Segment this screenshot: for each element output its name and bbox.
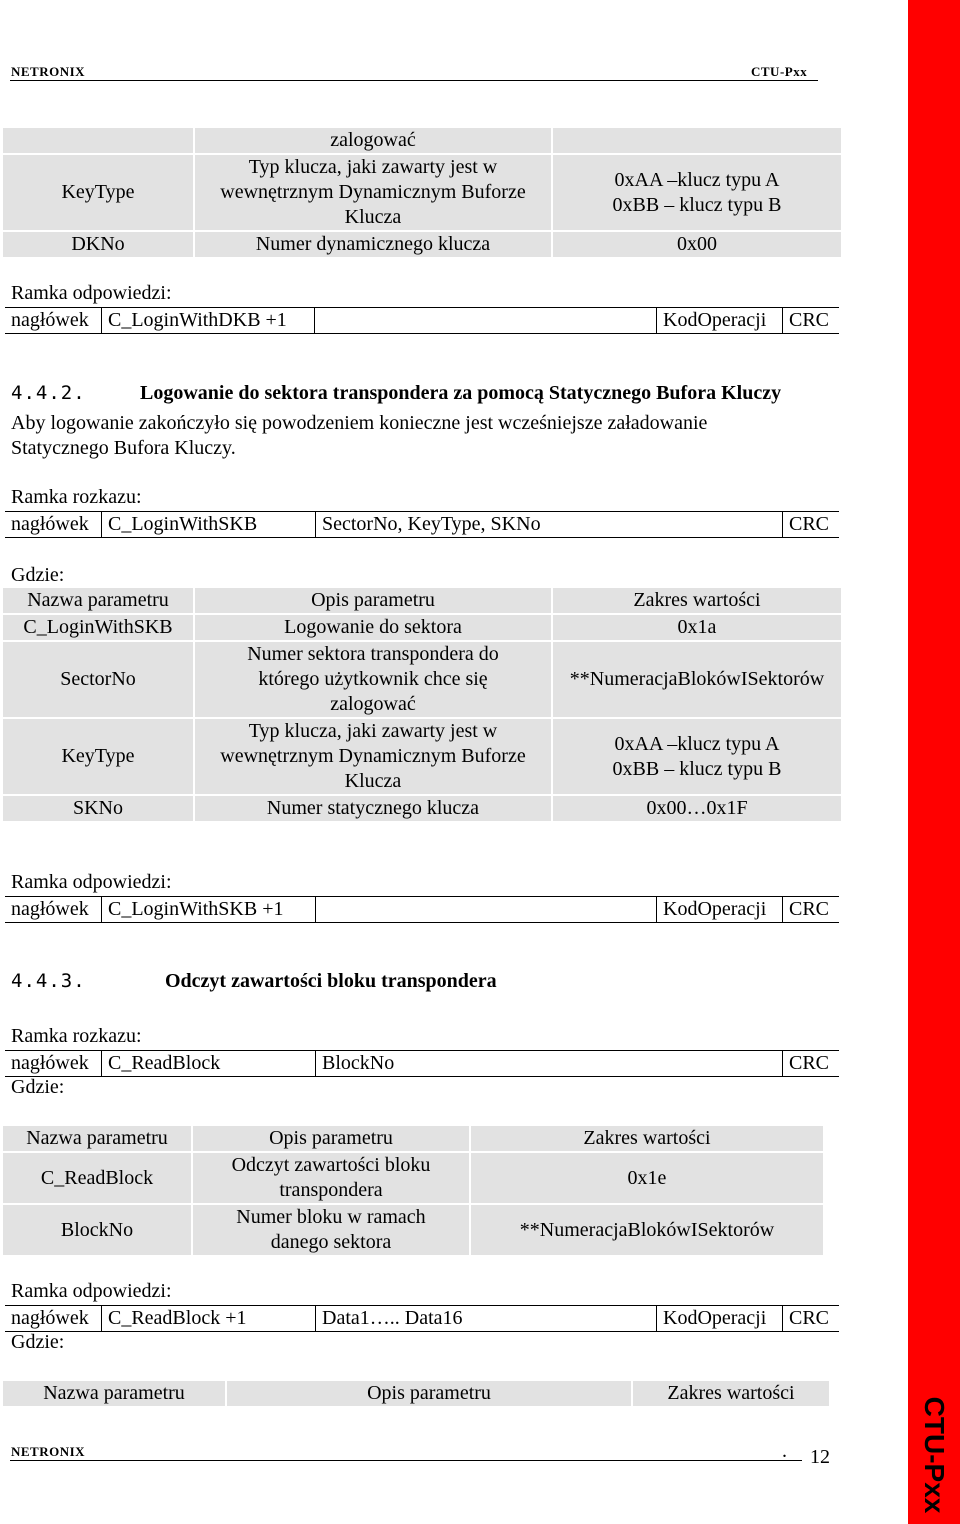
- table-cell: 0xAA –klucz typu A 0xBB – klucz typu B: [553, 719, 841, 794]
- table-cell: BlockNo: [3, 1205, 191, 1255]
- table-cell: **NumeracjaBlokówISektorów: [553, 642, 841, 717]
- table-cell: KeyType: [3, 155, 193, 230]
- column-header: Opis parametru: [193, 1126, 469, 1151]
- table-row: [3, 796, 841, 821]
- table-cell: Numer dynamicznego klucza: [195, 232, 551, 257]
- section-heading-443: [11, 970, 497, 993]
- table-cell: [553, 128, 841, 153]
- paragraph-line: Aby logowanie zakończyło się powodzeniem konieczne jest wcześniejsze załadowanie: [11, 412, 708, 434]
- table-cell: Odczyt zawartości bloku transpondera: [193, 1153, 469, 1203]
- frame-cell: CRC: [782, 308, 839, 333]
- table-cell: KeyType: [3, 719, 193, 794]
- response-frame: [5, 1305, 839, 1332]
- command-frame-label: Ramka rozkazu:: [11, 1025, 142, 1047]
- command-frame-label: Ramka rozkazu:: [11, 486, 142, 508]
- header-company: NETRONIX: [11, 64, 86, 79]
- section-title: Logowanie do sektora transpondera za pomocą Statycznego Bufora Kluczy: [140, 382, 782, 404]
- table-row: [3, 232, 841, 257]
- table-header-row: [3, 588, 841, 613]
- frame-cell: nagłówek: [11, 513, 89, 535]
- frame-cell: SectorNo, KeyType, SKNo: [315, 512, 782, 537]
- params-table: [1, 1124, 825, 1257]
- frame-cell: nagłówek: [11, 1052, 89, 1074]
- response-frame: [5, 307, 839, 334]
- footer-rule: [10, 1460, 802, 1461]
- table-cell: Typ klucza, jaki zawarty jest w wewnętrznym Dynamicznym Buforze Klucza: [195, 155, 551, 230]
- table-cell: 0xAA –klucz typu A 0xBB – klucz typu B: [553, 155, 841, 230]
- column-header: Nazwa parametru: [3, 588, 193, 613]
- table-cell: DKNo: [3, 232, 193, 257]
- table-row: [3, 719, 841, 794]
- frame-cell: Data1….. Data16: [315, 1306, 656, 1331]
- table-header-row: [3, 1126, 823, 1151]
- table-cell: Logowanie do sektora: [195, 615, 551, 640]
- response-frame-label: Ramka odpowiedzi:: [11, 871, 172, 893]
- footer-company: NETRONIX: [11, 1444, 86, 1459]
- table-cell: 0x1e: [471, 1153, 823, 1203]
- frame-cell: [314, 308, 656, 333]
- header-product: CTU-Pxx: [751, 64, 808, 79]
- paragraph-line: Statycznego Bufora Kluczy.: [11, 437, 236, 459]
- response-frame-label: Ramka odpowiedzi:: [11, 282, 172, 304]
- table-cell: SKNo: [3, 796, 193, 821]
- section-number: 4.4.3.: [11, 970, 86, 992]
- where-label: Gdzie:: [11, 564, 65, 586]
- where-label: Gdzie:: [11, 1331, 65, 1353]
- table-row: [3, 1205, 823, 1255]
- section-number: 4.4.2.: [11, 382, 86, 404]
- response-frame-label: Ramka odpowiedzi:: [11, 1280, 172, 1302]
- frame-cell: nagłówek: [11, 1307, 89, 1329]
- page-number: 12: [810, 1446, 830, 1468]
- frame-cell: CRC: [782, 1306, 839, 1331]
- header-rule: [10, 80, 818, 81]
- table-row: [3, 128, 841, 153]
- column-header: Zakres wartości: [471, 1126, 823, 1151]
- side-brand-bar: [908, 0, 960, 1524]
- table-cell: C_ReadBlock: [3, 1153, 191, 1203]
- table-cell: zalogować: [195, 128, 551, 153]
- params-table-continued: [1, 126, 843, 259]
- table-cell: Numer statycznego klucza: [195, 796, 551, 821]
- command-frame: [5, 1050, 839, 1077]
- table-row: [3, 615, 841, 640]
- frame-cell: KodOperacji: [656, 308, 782, 333]
- table-row: [3, 642, 841, 717]
- frame-cell: [315, 897, 656, 922]
- table-cell: SectorNo: [3, 642, 193, 717]
- table-header-row: [3, 1381, 829, 1406]
- params-table: [1, 1379, 831, 1408]
- params-table: [1, 586, 843, 823]
- column-header: Nazwa parametru: [3, 1126, 191, 1151]
- table-row: [3, 155, 841, 230]
- column-header: Zakres wartości: [553, 588, 841, 613]
- frame-cell: C_ReadBlock +1: [101, 1306, 315, 1331]
- where-label: Gdzie:: [11, 1076, 65, 1098]
- column-header: Nazwa parametru: [3, 1381, 225, 1406]
- section-title: Odczyt zawartości bloku transpondera: [165, 970, 497, 992]
- command-frame: [5, 511, 839, 538]
- table-cell: 0x1a: [553, 615, 841, 640]
- frame-cell: nagłówek: [11, 898, 89, 920]
- side-brand-text: CTU-Pxx: [919, 1396, 950, 1514]
- table-cell: Numer bloku w ramach danego sektora: [193, 1205, 469, 1255]
- frame-cell: C_LoginWithSKB: [101, 512, 315, 537]
- section-heading-442: [11, 382, 782, 405]
- column-header: Opis parametru: [195, 588, 551, 613]
- frame-cell: KodOperacji: [656, 1306, 782, 1331]
- column-header: Zakres wartości: [633, 1381, 829, 1406]
- frame-cell: C_LoginWithDKB +1: [101, 308, 314, 333]
- table-cell: C_LoginWithSKB: [3, 615, 193, 640]
- response-frame: [5, 896, 839, 923]
- column-header: Opis parametru: [227, 1381, 631, 1406]
- frame-cell: C_LoginWithSKB +1: [101, 897, 315, 922]
- table-cell: 0x00…0x1F: [553, 796, 841, 821]
- frame-cell: BlockNo: [315, 1051, 782, 1076]
- table-cell: 0x00: [553, 232, 841, 257]
- table-cell: **NumeracjaBlokówISektorów: [471, 1205, 823, 1255]
- table-cell: Typ klucza, jaki zawarty jest w wewnętrznym Dynamicznym Buforze Klucza: [195, 719, 551, 794]
- table-cell: [3, 128, 193, 153]
- frame-cell: KodOperacji: [656, 897, 782, 922]
- table-row: [3, 1153, 823, 1203]
- footer-dot: .: [782, 1440, 787, 1462]
- frame-cell: nagłówek: [11, 309, 89, 331]
- table-cell: Numer sektora transpondera do którego użytkownik chce się zalogować: [195, 642, 551, 717]
- frame-cell: CRC: [782, 512, 839, 537]
- frame-cell: CRC: [782, 897, 839, 922]
- frame-cell: CRC: [782, 1051, 839, 1076]
- frame-cell: C_ReadBlock: [101, 1051, 315, 1076]
